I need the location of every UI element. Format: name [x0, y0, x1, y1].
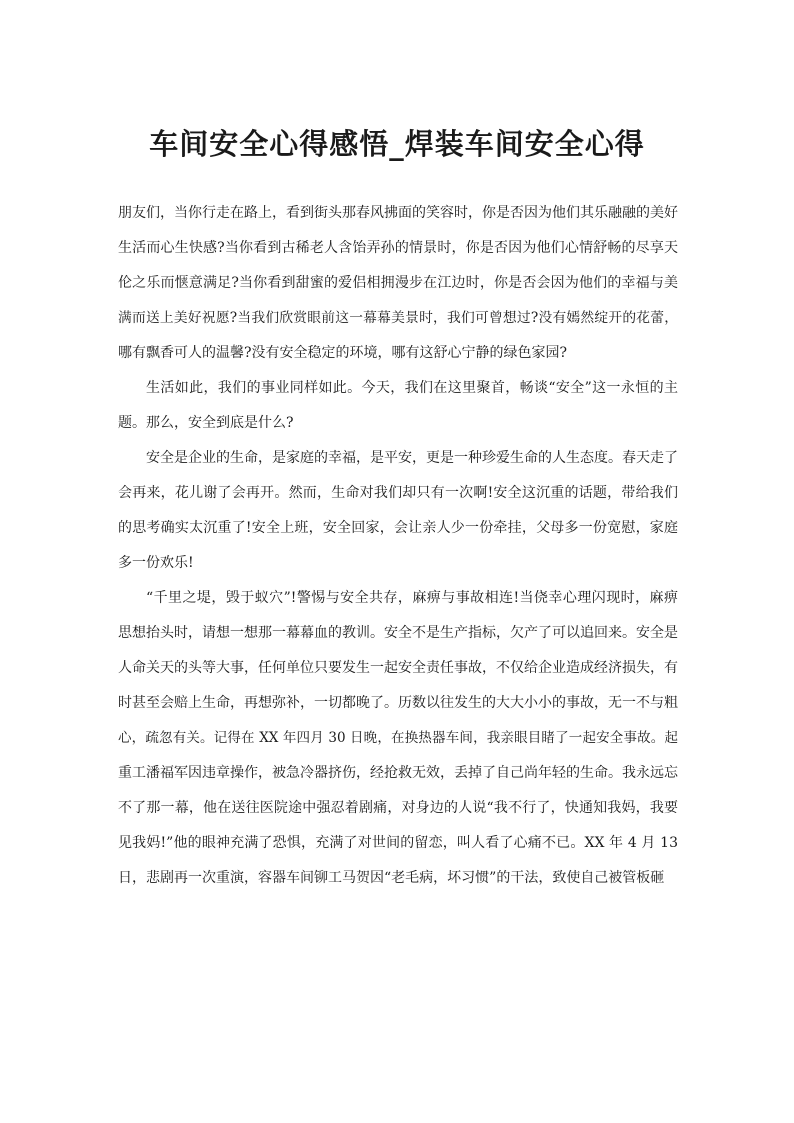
- paragraph: [118, 196, 678, 371]
- paragraph-line: 题。那么，安全到底是什么?: [118, 415, 294, 431]
- document-title: 车间安全心得感悟_焊装车间安全心得: [149, 127, 645, 161]
- paragraph-line: 心，疏忽有关。记得在 XX 年四月 30 日晚，在换热器车间，我亲眼目睹了一起安全事故。起: [118, 730, 678, 746]
- paragraph-line: 生活如此，我们的事业同样如此。今天，我们在这里聚首，畅谈“安全”这一永恒的主: [146, 380, 678, 396]
- paragraph-line: 朋友们，当你行走在路上，看到街头那春风拂面的笑容时，你是否因为他们其乐融融的美好: [118, 205, 678, 221]
- paragraph-line: 满而送上美好祝愿?当我们欣赏眼前这一幕幕美景时，我们可曾想过?没有嫣然绽开的花蕾，: [118, 310, 678, 326]
- paragraph: [118, 441, 678, 581]
- document-body: [118, 196, 678, 896]
- paragraph-line: 时甚至会赔上生命，再想弥补，一切都晚了。历数以往发生的大大小小的事故，无一不与粗: [118, 695, 678, 711]
- paragraph-line: 会再来，花儿谢了会再开。然而，生命对我们却只有一次啊!安全这沉重的话题，带给我们: [118, 485, 678, 501]
- paragraph-line: 重工潘福军因违章操作，被急冷器挤伤，经抢救无效，丢掉了自己尚年轻的生命。我永远忘: [118, 765, 678, 781]
- paragraph-line: 日，悲剧再一次重演，容器车间铆工马贺因“老毛病，坏习惯”的干法，致使自己被管板砸: [118, 870, 665, 886]
- paragraph-line: 哪有飘香可人的温馨?没有安全稳定的环境，哪有这舒心宁静的绿色家园?: [118, 345, 568, 361]
- paragraph: [118, 371, 678, 441]
- paragraph-line: 安全是企业的生命，是家庭的幸福，是平安，更是一种珍爱生命的人生态度。春天走了: [146, 450, 678, 466]
- paragraph-line: 不了那一幕，他在送往医院途中强忍着剧痛，对身边的人说“我不行了，快通知我妈，我要: [118, 800, 678, 816]
- paragraph-line: 思想抬头时，请想一想那一幕幕血的教训。安全不是生产指标，欠产了可以追回来。安全是: [118, 625, 678, 641]
- paragraph-line: 生活而心生快感?当你看到古稀老人含饴弄孙的情景时，你是否因为他们心情舒畅的尽享天: [118, 240, 678, 256]
- paragraph-line: 的思考确实太沉重了!安全上班，安全回家，会让亲人少一份牵挂，父母多一份宽慰，家庭: [118, 520, 678, 536]
- paragraph: [118, 581, 678, 896]
- paragraph-line: “千里之堤，毁于蚁穴”!警惕与安全共存，麻痹与事故相连!当侥幸心理闪现时，麻痹: [146, 590, 678, 606]
- paragraph-line: 人命关天的头等大事，任何单位只要发生一起安全责任事故，不仅给企业造成经济损失，有: [118, 660, 678, 676]
- paragraph-line: 见我妈!”他的眼神充满了恐惧，充满了对世间的留恋，叫人看了心痛不已。XX 年 4 月 13: [118, 835, 678, 851]
- paragraph-line: 伦之乐而惬意满足?当你看到甜蜜的爱侣相拥漫步在江边时，你是否会因为他们的幸福与美: [118, 275, 678, 291]
- paragraph-line: 多一份欢乐!: [118, 555, 194, 571]
